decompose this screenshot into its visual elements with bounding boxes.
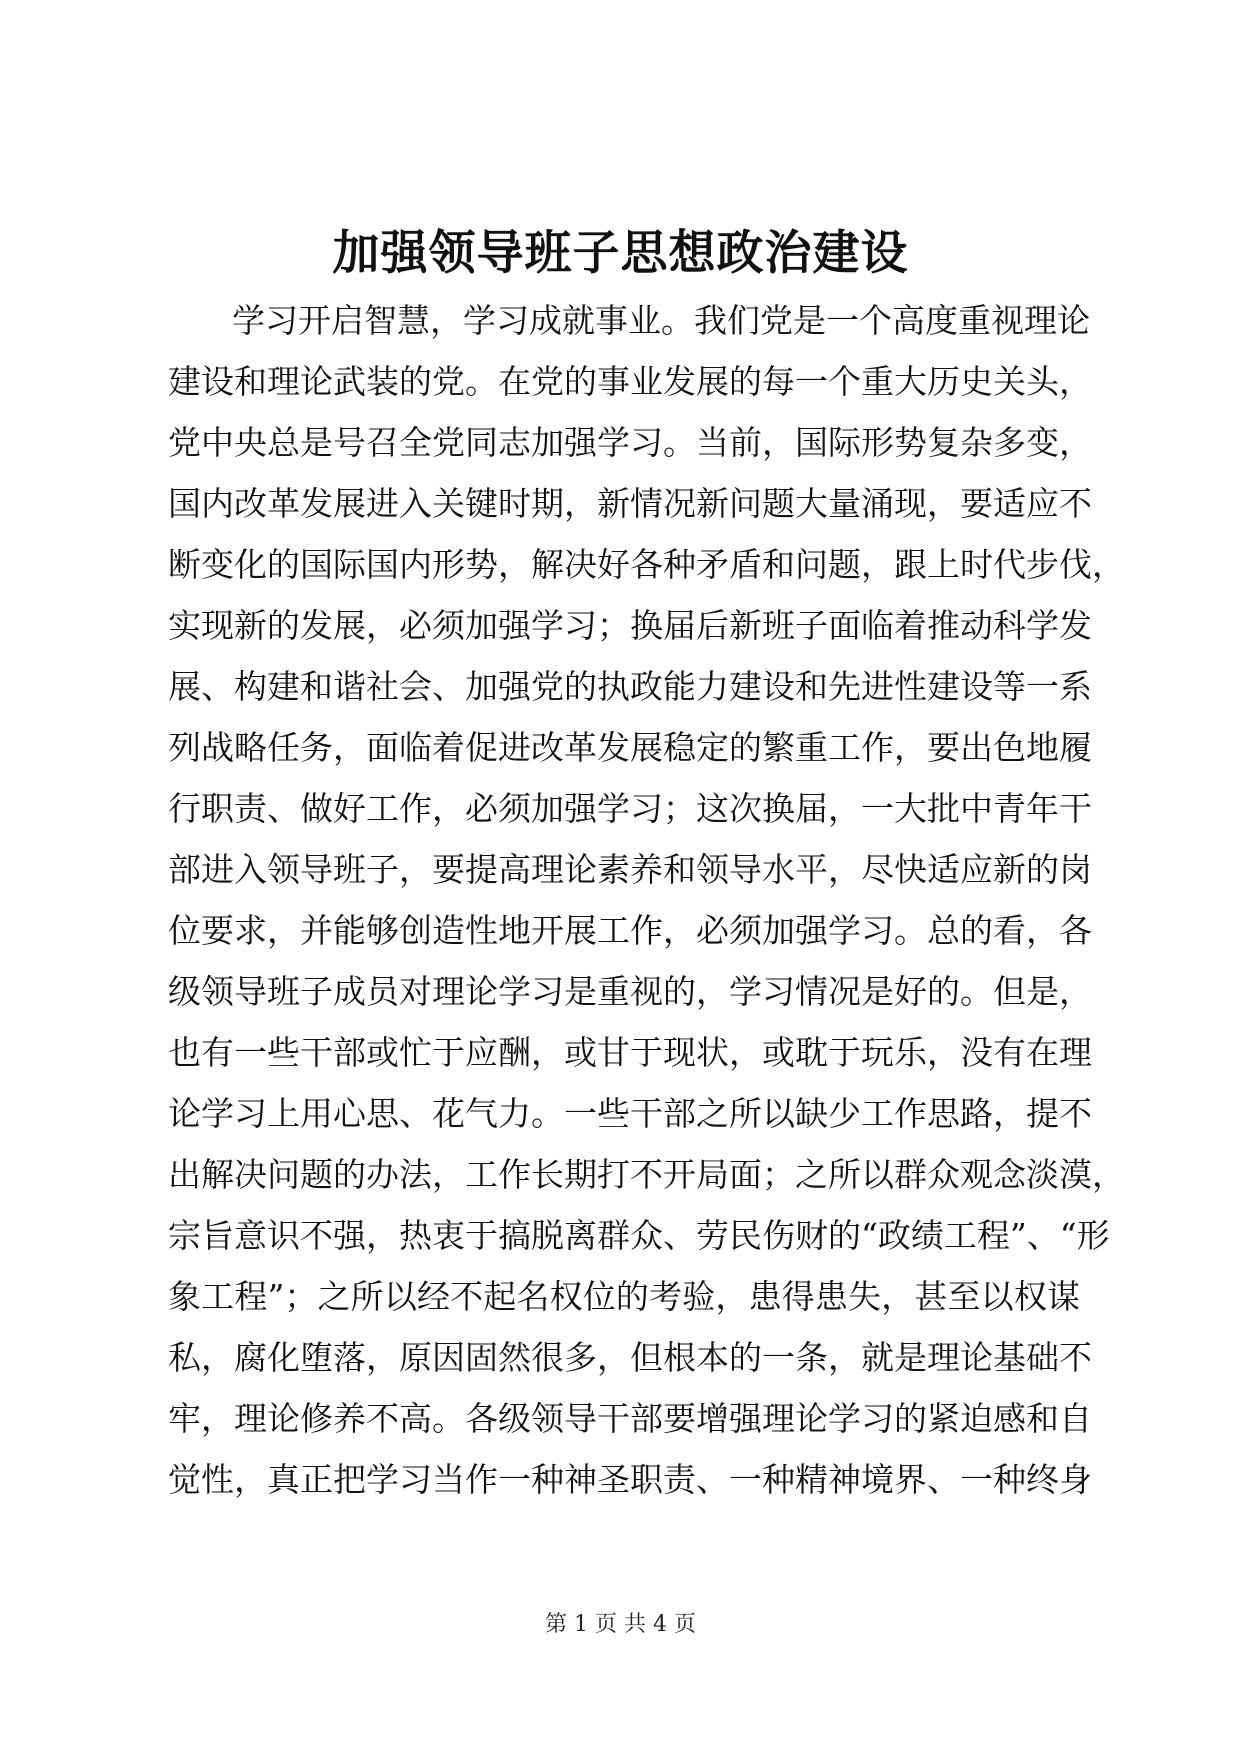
paragraph-line: 断变化的国际国内形势，解决好各种矛盾和问题，跟上时代步伐， xyxy=(168,545,1125,584)
paragraph-line: 论学习上用心思、花气力。一些干部之所以缺少工作思路，提不 xyxy=(168,1094,1092,1133)
paragraph-line: 学习开启智慧，学习成就事业。我们党是一个高度重视理论 xyxy=(232,301,1090,340)
paragraph-line: 象工程”；之所以经不起名权位的考验，患得患失，甚至以权谋 xyxy=(168,1277,1080,1316)
body-paragraph xyxy=(168,290,1125,1510)
paragraph-line: 级领导班子成员对理论学习是重视的，学习情况是好的。但是， xyxy=(168,972,1092,1011)
paragraph-line: 建设和理论武装的党。在党的事业发展的每一个重大历史关头， xyxy=(168,362,1092,401)
paragraph-line: 觉性，真正把学习当作一种神圣职责、一种精神境界、一种终身 xyxy=(168,1460,1092,1499)
paragraph-line: 私，腐化堕落，原因固然很多，但根本的一条，就是理论基础不 xyxy=(168,1338,1092,1377)
paragraph-line: 列战略任务，面临着促进改革发展稳定的繁重工作，要出色地履 xyxy=(168,728,1092,767)
document-title: 加强领导班子思想政治建设 xyxy=(332,226,909,281)
paragraph-line: 实现新的发展，必须加强学习；换届后新班子面临着推动科学发 xyxy=(168,606,1092,645)
paragraph-line: 党中央总是号召全党同志加强学习。当前，国际形势复杂多变， xyxy=(168,423,1092,462)
paragraph-line: 也有一些干部或忙于应酬，或甘于现状，或耽于玩乐，没有在理 xyxy=(168,1033,1092,1072)
paragraph-line: 部进入领导班子，要提高理论素养和领导水平，尽快适应新的岗 xyxy=(168,850,1092,889)
paragraph-line: 牢，理论修养不高。各级领导干部要增强理论学习的紧迫感和自 xyxy=(168,1399,1092,1438)
paragraph-line: 宗旨意识不强，热衷于搞脱离群众、劳民伤财的“政绩工程”、“形 xyxy=(168,1216,1110,1255)
paragraph-line: 展、构建和谐社会、加强党的执政能力建设和先进性建设等一系 xyxy=(168,667,1092,706)
paragraph-line: 位要求，并能够创造性地开展工作，必须加强学习。总的看，各 xyxy=(168,911,1092,950)
paragraph-line: 国内改革发展进入关键时期，新情况新问题大量涌现，要适应不 xyxy=(168,484,1092,523)
paragraph-line: 行职责、做好工作，必须加强学习；这次换届，一大批中青年干 xyxy=(168,789,1092,828)
page-number-footer: 第 1 页 共 4 页 xyxy=(545,1612,696,1637)
paragraph-line: 出解决问题的办法，工作长期打不开局面；之所以群众观念淡漠， xyxy=(168,1155,1125,1194)
